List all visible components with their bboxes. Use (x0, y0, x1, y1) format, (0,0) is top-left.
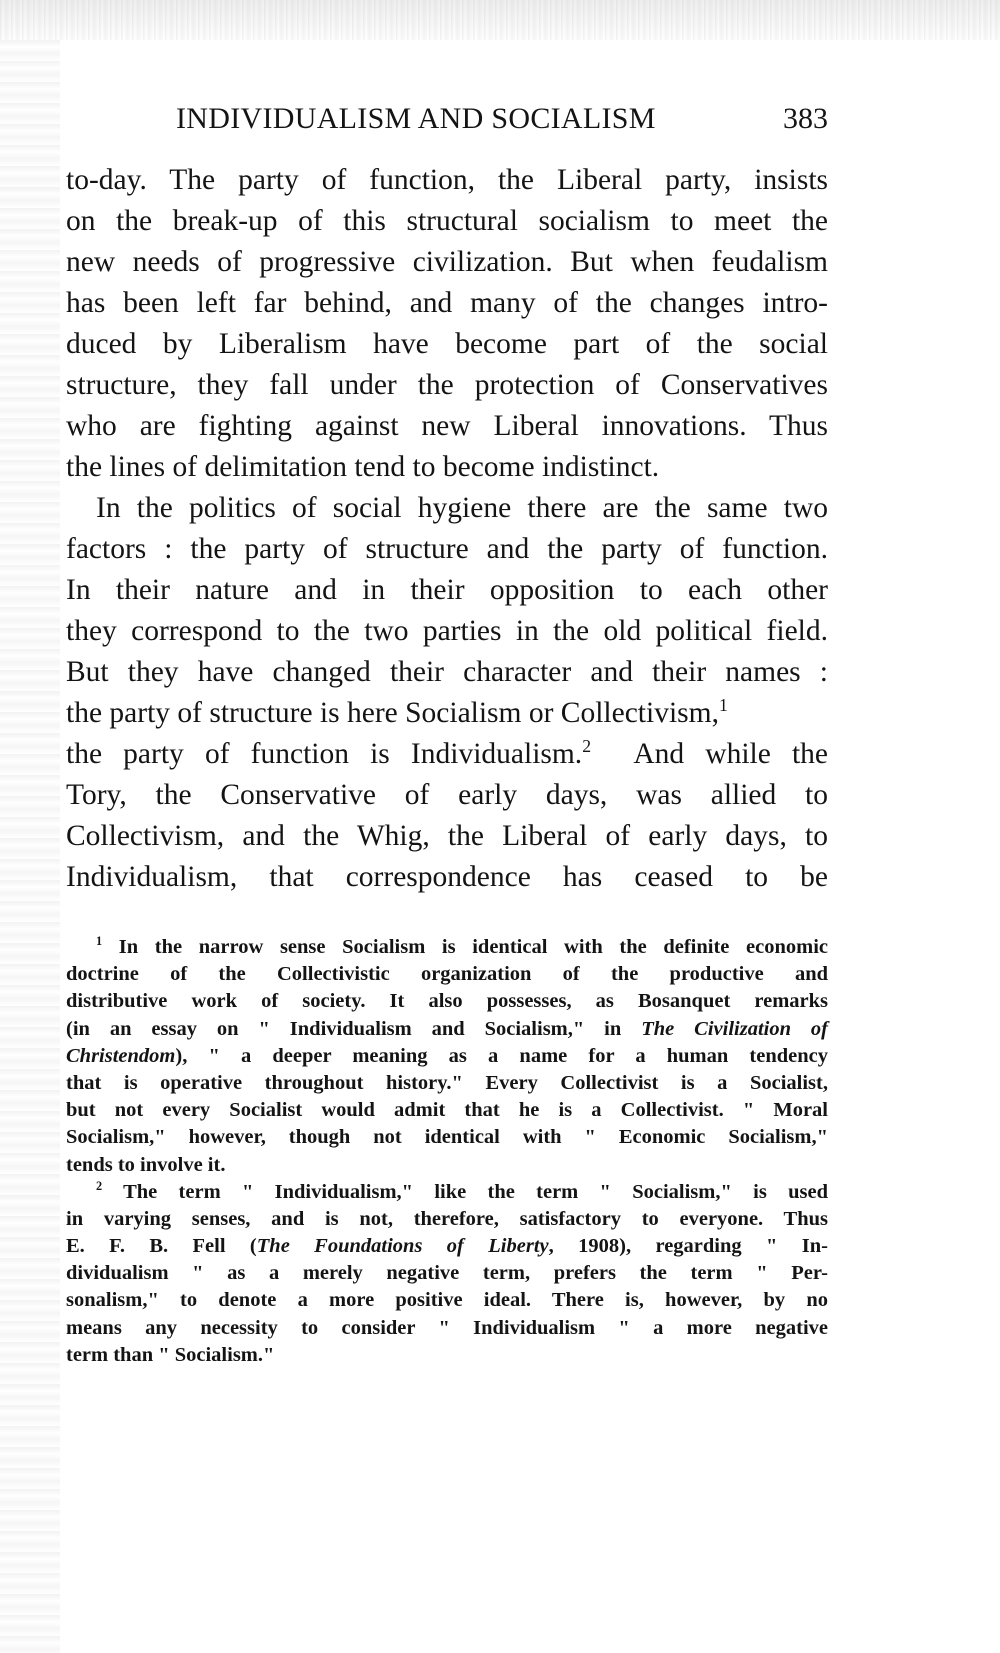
footnote-1-line: Socialism," however, though not identical with " Economic Socialism," (66, 1126, 828, 1149)
scan-noise-top (0, 0, 1000, 40)
footnote-1-line: tends to involve it. (66, 1153, 226, 1176)
body-line: who are fighting against new Liberal innovations. Thus (66, 410, 828, 442)
footnote-2-line: means any necessity to consider " Individualism " a more negative (66, 1316, 828, 1339)
footnote-1-marker: 1 (96, 934, 103, 949)
body-line: In the politics of social hygiene there are the same two (96, 492, 828, 524)
body-line: to-day. The party of function, the Liberal party, insists (66, 164, 828, 196)
running-header (176, 102, 828, 148)
body-line: duced by Liberalism have become part of the social (66, 328, 828, 360)
body-line-text: the party of structure is here Socialism or Collectivism, (66, 697, 719, 729)
body-line-text: the party of function is Individualism. (66, 738, 583, 770)
footnote-1-line: distributive work of society. It also possesses, as Bosanquet remarks (66, 990, 828, 1013)
footnote-1-line: but not every Socialist would admit that he is a Collectivist. " Moral (66, 1099, 828, 1122)
footnote-1-line: that is operative throughout history." Every Collectivist is a Socialist, (66, 1071, 828, 1094)
footnote-ref-1[interactable]: 1 (718, 695, 728, 716)
footnote-ref-2[interactable]: 2 (582, 736, 592, 757)
footnote-1-line: $^1$ In the narrow sense Socialism is identical with the definite economic (96, 934, 829, 958)
footnote-2-line: $^2$ The term " Individualism," like the term " Socialism," is used (96, 1178, 828, 1203)
running-title: INDIVIDUALISM AND SOCIALISM (176, 102, 656, 135)
body-line (66, 693, 828, 734)
footnote-2-line: in varying senses, and is not, therefore, satisfactory to everyone. Thus (66, 1207, 828, 1230)
footnote-2-line: E. F. B. Fell (The Foundations of Liberty, 1908), regarding " In- (66, 1235, 829, 1258)
body-line: structure, they fall under the protection of Conservatives (66, 369, 828, 401)
footnote-2-line: sonalism," to denote a more positive ideal. There is, however, by no (66, 1289, 828, 1312)
body-line: In their nature and in their opposition to each other (66, 574, 828, 606)
body-line: the lines of delimitation tend to become indistinct. (66, 451, 660, 483)
body-line-text: And while the (633, 738, 828, 770)
footnote-2-line: dividualism " as a merely negative term, prefers the term " Per- (66, 1262, 828, 1285)
footnote-1-line: Christendom), " a deeper meaning as a name for a human tendency (66, 1044, 828, 1067)
body-line: factors : the party of structure and the party of function. (66, 533, 828, 565)
body-line: But they have changed their character and their names : (66, 656, 828, 688)
scan-noise-left (0, 40, 60, 1653)
book-title: The Foundations of Liberty (256, 1235, 549, 1258)
body-line: on the break-up of this structural socialism to meet the (66, 205, 828, 237)
body-line: they correspond to the two parties in the old political field. (66, 615, 828, 647)
body-text (66, 160, 828, 898)
page-number: 383 (783, 102, 828, 135)
body-line (66, 734, 828, 775)
body-line: Individualism, that correspondence has ceased to be (66, 861, 828, 893)
footnotes (66, 934, 828, 1369)
body-line: Tory, the Conservative of early days, was allied to (66, 779, 828, 811)
book-title: The Civilization of (641, 1017, 828, 1040)
footnote-1-line: doctrine of the Collectivistic organization of the productive and (66, 963, 828, 986)
book-title: Christendom (66, 1044, 176, 1067)
footnote-2-line: term than " Socialism." (66, 1343, 275, 1366)
footnote-2-marker: 2 (96, 1178, 103, 1193)
body-line: has been left far behind, and many of the changes intro- (66, 287, 828, 319)
body-line: new needs of progressive civilization. But when feudalism (66, 246, 828, 278)
body-line: Collectivism, and the Whig, the Liberal of early days, to (66, 820, 828, 852)
footnote-1-line: (in an essay on " Individualism and Socialism," in The Civilization of (66, 1017, 828, 1040)
